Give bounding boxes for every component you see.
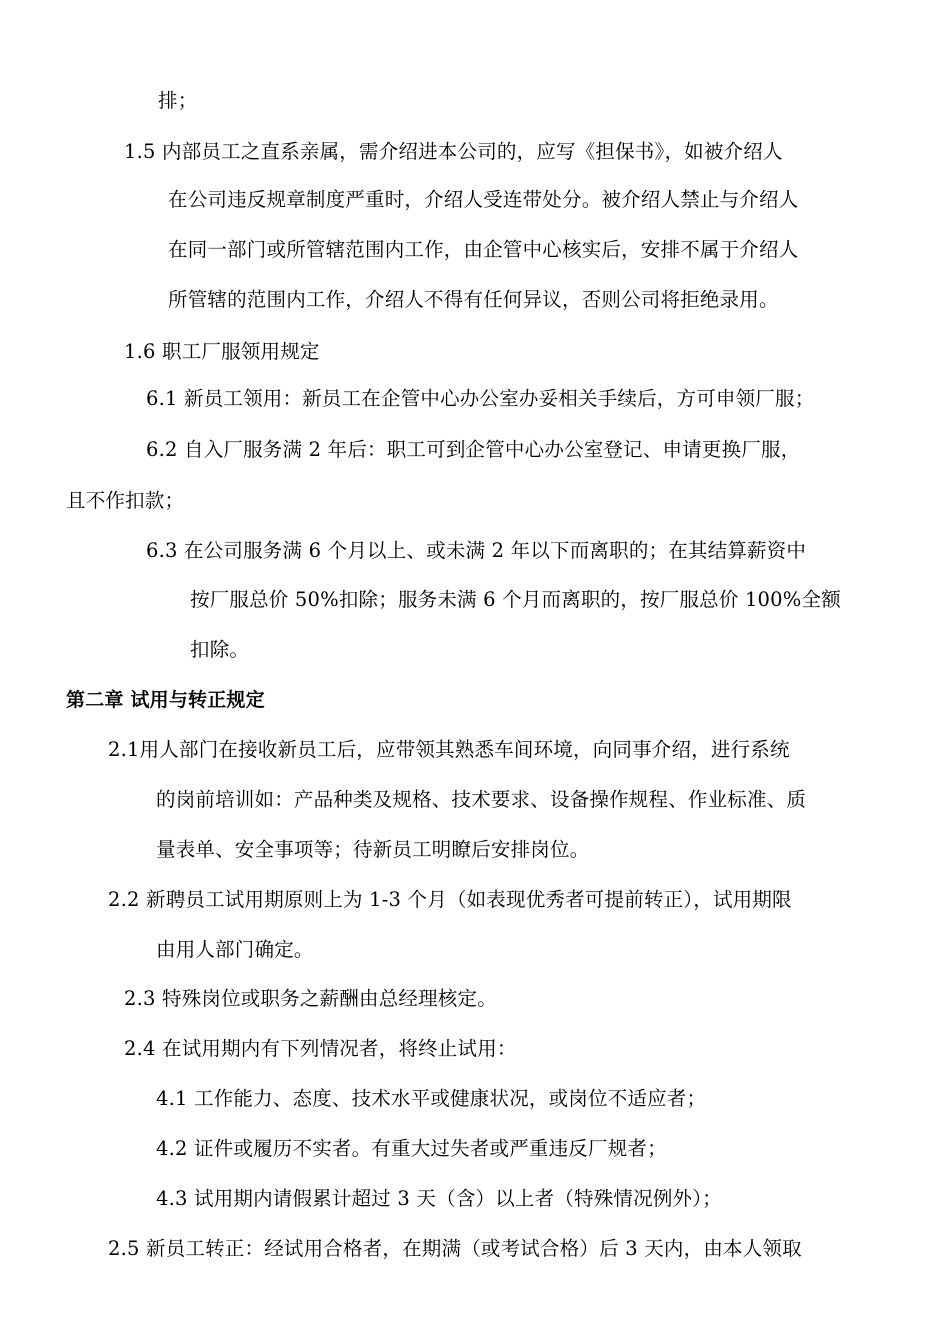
text-line: 2.1用人部门在接收新员工后，应带领其熟悉车间环境，向同事介绍，进行系统 xyxy=(108,738,790,761)
text-line: 4.3 试用期内请假累计超过 3 天（含）以上者（特殊情况例外）； xyxy=(156,1187,722,1210)
text-line: 由用人部门确定。 xyxy=(156,938,314,961)
text-line: 6.1 新员工领用：新员工在企管中心办公室办妥相关手续后，方可申领厂服； xyxy=(146,387,815,410)
text-line: 2.4 在试用期内有下列情况者，将终止试用： xyxy=(124,1037,517,1060)
chapter-heading: 第二章 试用与转正规定 xyxy=(66,689,265,711)
text-line: 6.3 在公司服务满 6 个月以上、或未满 2 年以下而离职的；在其结算薪资中 xyxy=(146,539,807,562)
text-line: 在公司违反规章制度严重时，介绍人受连带处分。被介绍人禁止与介绍人 xyxy=(168,188,799,211)
text-line: 2.5 新员工转正：经试用合格者，在期满（或考试合格）后 3 天内，由本人领取 xyxy=(108,1237,802,1260)
text-line: 2.2 新聘员工试用期原则上为 1-3 个月（如表现优秀者可提前转正），试用期限 xyxy=(108,888,792,911)
text-line: 所管辖的范围内工作，介绍人不得有任何异议，否则公司将拒绝录用。 xyxy=(168,288,779,311)
text-line: 扣除。 xyxy=(190,638,250,661)
text-line: 排； xyxy=(158,89,198,112)
text-line: 2.3 特殊岗位或职务之薪酬由总经理核定。 xyxy=(124,987,497,1010)
text-line: 6.2 自入厂服务满 2 年后：职工可到企管中心办公室登记、申请更换厂服， xyxy=(146,438,801,461)
text-line: 4.1 工作能力、态度、技术水平或健康状况，或岗位不适应者； xyxy=(156,1087,707,1110)
text-line: 且不作扣款； xyxy=(66,489,185,512)
text-line: 在同一部门或所管辖范围内工作，由企管中心核实后，安排不属于介绍人 xyxy=(168,238,799,261)
text-line: 按厂服总价 50%扣除；服务未满 6 个月而离职的，按厂服总价 100%全额 xyxy=(190,588,841,611)
text-line: 的岗前培训如：产品种类及规格、技术要求、设备操作规程、作业标准、质 xyxy=(156,788,807,811)
text-line: 1.5 内部员工之直系亲属，需介绍进本公司的，应写《担保书》，如被介绍人 xyxy=(124,140,783,163)
text-line: 4.2 证件或履历不实者。有重大过失者或严重违反厂规者； xyxy=(156,1137,667,1160)
text-line: 量表单、安全事项等；待新员工明瞭后安排岗位。 xyxy=(156,838,590,861)
text-line: 1.6 职工厂服领用规定 xyxy=(124,340,320,363)
